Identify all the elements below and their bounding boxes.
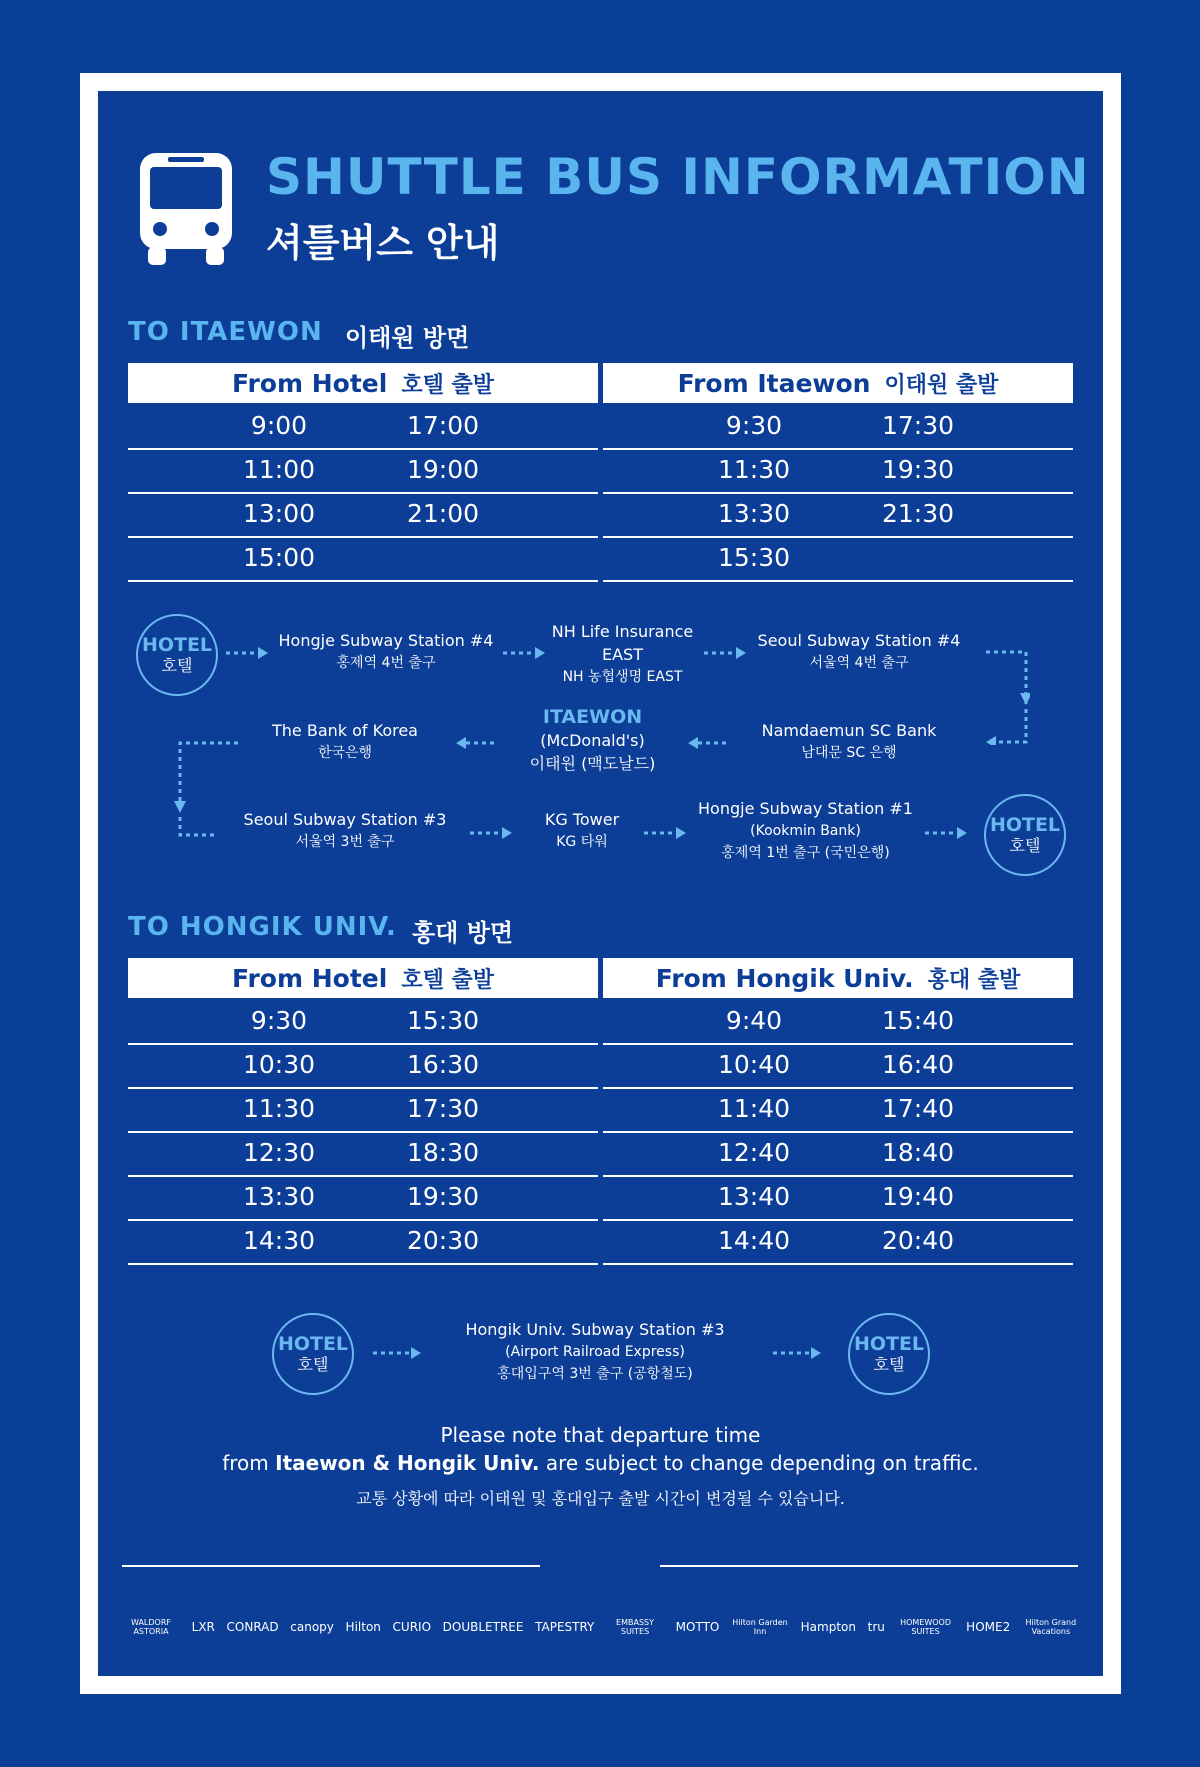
departure-time <box>853 536 983 580</box>
table-row <box>603 1175 1073 1221</box>
note-bold-text: Itaewon & Hongik Univ. <box>275 1451 540 1475</box>
departure-time: 19:00 <box>406 455 480 484</box>
header-label: From Itaewon <box>677 368 871 398</box>
brand-logo: HOMEWOOD SUITES <box>900 1618 951 1636</box>
departure-time: 14:40 <box>717 1226 791 1255</box>
table-row <box>603 1219 1073 1265</box>
stop-name: The Bank of Korea <box>272 721 418 740</box>
header-label-korean: 이태원 출발 <box>884 372 999 398</box>
hotel-start-marker <box>136 614 218 696</box>
stop-name-korean: NH 농협생명 EAST <box>562 669 683 685</box>
brand-logos <box>122 1612 1080 1642</box>
table-row <box>603 1087 1073 1133</box>
hotel-label: HOTEL <box>989 814 1061 836</box>
departure-time: 17:40 <box>881 1094 955 1123</box>
departure-time: 10:30 <box>242 1050 316 1079</box>
hotel-label: HOTEL <box>853 1333 925 1355</box>
route-arrow-icon <box>470 826 512 840</box>
stop-hongik-station-3 <box>430 1318 760 1385</box>
stop-name-korean: 홍제역 1번 출구 (국민은행) <box>721 845 890 861</box>
stop-hongje-1 <box>688 797 923 864</box>
hotel-label-korean: 호텔 <box>297 1355 329 1374</box>
departure-time: 20:40 <box>881 1226 955 1255</box>
header-label-korean: 홍대 출발 <box>927 967 1021 993</box>
header-label-korean: 호텔 출발 <box>401 967 494 993</box>
departure-time: 13:00 <box>242 499 316 528</box>
table-row <box>128 1175 598 1221</box>
brand-logo: Hilton Grand Vacations <box>1025 1618 1077 1636</box>
hotel-label: HOTEL <box>141 634 213 656</box>
departure-time: 9:00 <box>250 411 308 440</box>
table-row <box>128 1219 598 1265</box>
hotel-label-korean: 호텔 <box>161 656 193 675</box>
bus-icon <box>140 153 232 265</box>
departure-time: 18:40 <box>881 1138 955 1167</box>
stop-hongje-4 <box>272 629 500 674</box>
departure-time: 10:40 <box>717 1050 791 1079</box>
departure-time: 17:30 <box>406 1094 480 1123</box>
page-title: SHUTTLE BUS INFORMATION <box>266 148 1090 206</box>
hotel-start-marker <box>272 1313 354 1395</box>
brand-logo: DOUBLETREE <box>442 1620 524 1634</box>
table-header-from-itaewon <box>603 363 1073 403</box>
stop-name-line2: EAST <box>602 645 643 664</box>
departure-time: 16:30 <box>406 1050 480 1079</box>
departure-time: 21:00 <box>406 499 480 528</box>
stop-name: Hongik Univ. Subway Station #3 <box>465 1320 725 1339</box>
departure-time: 9:30 <box>250 1006 308 1035</box>
stop-name-korean: 서울역 4번 출구 <box>809 655 909 671</box>
brand-logo: Hampton <box>800 1620 856 1634</box>
section-heading-hongik-korean: 홍대 방면 <box>412 919 514 947</box>
departure-time: 13:30 <box>717 499 791 528</box>
departure-time: 13:30 <box>242 1182 316 1211</box>
route-arrow-icon <box>688 736 730 750</box>
note-line-2 <box>98 1451 1103 1475</box>
stop-itaewon <box>510 706 675 775</box>
brand-logo: HOME2 <box>966 1620 1011 1634</box>
hotel-end-marker <box>984 794 1066 876</box>
departure-time: 11:40 <box>717 1094 791 1123</box>
stop-name: Seoul Subway Station #3 <box>243 810 447 829</box>
stop-name: Seoul Subway Station #4 <box>757 631 961 650</box>
note-line-1: Please note that departure time <box>440 1423 761 1447</box>
table-row <box>603 999 1073 1045</box>
route-arrow-icon <box>226 646 268 660</box>
departure-time: 13:40 <box>717 1182 791 1211</box>
route-arrow-icon <box>644 826 686 840</box>
table-header-from-hotel <box>128 958 598 998</box>
brand-logo: Hilton <box>345 1620 381 1634</box>
stop-bank-of-korea <box>250 719 440 764</box>
departure-time: 11:30 <box>717 455 791 484</box>
stop-namdaemun <box>744 719 954 764</box>
table-row <box>128 448 598 494</box>
stop-seoul-4 <box>748 629 970 674</box>
header-label: From Hotel <box>232 368 388 398</box>
brand-logo: CONRAD <box>226 1620 279 1634</box>
brand-logo: CURIO <box>392 1620 432 1634</box>
divider <box>122 1565 540 1567</box>
departure-time: 14:30 <box>242 1226 316 1255</box>
table-row <box>128 999 598 1045</box>
stop-name-korean: 남대문 SC 은행 <box>801 745 897 761</box>
departure-time: 17:00 <box>406 411 480 440</box>
route-arrow-icon <box>456 736 498 750</box>
page-title-korean: 셔틀버스 안내 <box>266 221 500 265</box>
table-row <box>128 1043 598 1089</box>
stop-name: Hongje Subway Station #4 <box>278 631 494 650</box>
header-label: From Hotel <box>232 963 388 993</box>
departure-time: 11:30 <box>242 1094 316 1123</box>
stop-name-line2: (Kookmin Bank) <box>750 823 861 839</box>
stop-name: NH Life Insurance <box>551 622 694 641</box>
hotel-label: HOTEL <box>277 1333 349 1355</box>
note-line-korean: 교통 상황에 따라 이태원 및 홍대입구 출발 시간이 변경될 수 있습니다. <box>356 1489 845 1508</box>
table-row <box>603 536 1073 582</box>
stop-name: KG Tower <box>544 810 620 829</box>
section-heading-itaewon: TO ITAEWON <box>128 317 323 347</box>
table-row <box>128 1131 598 1177</box>
departure-time: 15:40 <box>881 1006 955 1035</box>
table-row <box>603 1131 1073 1177</box>
departure-time: 15:30 <box>406 1006 480 1035</box>
departure-time: 12:30 <box>242 1138 316 1167</box>
departure-time: 9:40 <box>725 1006 783 1035</box>
brand-logo: WALDORF ASTORIA <box>130 1618 172 1636</box>
route-arrow-icon <box>925 826 967 840</box>
departure-time: 16:40 <box>881 1050 955 1079</box>
stop-name-line2: (McDonald's) <box>540 731 645 750</box>
hotel-label-korean: 호텔 <box>873 1355 905 1374</box>
brand-logo: Hilton Garden Inn <box>732 1618 788 1636</box>
stop-name-korean: 한국은행 <box>317 745 373 761</box>
departure-time: 21:30 <box>881 499 955 528</box>
table-row <box>603 404 1073 450</box>
stop-seoul-3 <box>234 808 456 853</box>
table-row <box>128 492 598 538</box>
stop-name: Hongje Subway Station #1 <box>698 799 913 818</box>
brand-logo: MOTTO <box>675 1620 720 1634</box>
stop-name-korean: 서울역 3번 출구 <box>295 834 395 850</box>
stop-name-korean: 이태원 (맥도날드) <box>529 754 656 773</box>
stop-name-korean: 홍제역 4번 출구 <box>336 655 436 671</box>
departure-time: 12:40 <box>717 1138 791 1167</box>
stop-kg-tower <box>532 808 632 853</box>
section-heading-itaewon-korean: 이태원 방면 <box>345 324 470 352</box>
note-text: from <box>222 1451 269 1475</box>
departure-time: 17:30 <box>881 411 955 440</box>
header-label: From Hongik Univ. <box>655 963 914 993</box>
table-row <box>128 1087 598 1133</box>
route-arrow-icon <box>503 646 545 660</box>
table-row <box>603 492 1073 538</box>
departure-time <box>378 536 508 580</box>
stop-name-line2: (Airport Railroad Express) <box>505 1344 685 1360</box>
brand-logo: TAPESTRY <box>535 1620 595 1634</box>
table-header-from-hongik <box>603 958 1073 998</box>
table-row <box>603 448 1073 494</box>
brand-logo: EMBASSY SUITES <box>616 1618 655 1636</box>
table-header-from-hotel <box>128 363 598 403</box>
stop-name-korean: KG 타워 <box>556 834 608 850</box>
route-arrow-icon <box>773 1346 821 1360</box>
departure-time: 19:30 <box>881 455 955 484</box>
departure-time: 11:00 <box>242 455 316 484</box>
hotel-label-korean: 호텔 <box>1009 836 1041 855</box>
departure-time: 19:40 <box>881 1182 955 1211</box>
route-arrow-icon <box>373 1346 421 1360</box>
departure-time: 19:30 <box>406 1182 480 1211</box>
departure-time: 15:00 <box>242 543 316 572</box>
header-label-korean: 호텔 출발 <box>401 372 494 398</box>
stop-name: Namdaemun SC Bank <box>761 721 937 740</box>
note-text: are subject to change depending on traffic. <box>545 1451 979 1475</box>
route-arrow-icon <box>704 646 746 660</box>
stop-name: ITAEWON <box>542 706 643 728</box>
stop-name-korean: 홍대입구역 3번 출구 (공항철도) <box>497 1366 693 1382</box>
departure-time: 9:30 <box>725 411 783 440</box>
departure-time: 20:30 <box>406 1226 480 1255</box>
departure-time: 15:30 <box>717 543 791 572</box>
brand-logo: tru <box>867 1620 885 1634</box>
table-row <box>128 404 598 450</box>
hotel-end-marker <box>848 1313 930 1395</box>
divider <box>660 1565 1078 1567</box>
departure-time: 18:30 <box>406 1138 480 1167</box>
route-turn-arrow-icon <box>980 645 1030 745</box>
section-heading-hongik: TO HONGIK UNIV. <box>128 912 397 942</box>
brand-logo: canopy <box>290 1620 334 1634</box>
table-row <box>128 536 598 582</box>
table-row <box>603 1043 1073 1089</box>
stop-nh-life <box>540 620 705 688</box>
brand-logo: LXR <box>191 1620 215 1634</box>
